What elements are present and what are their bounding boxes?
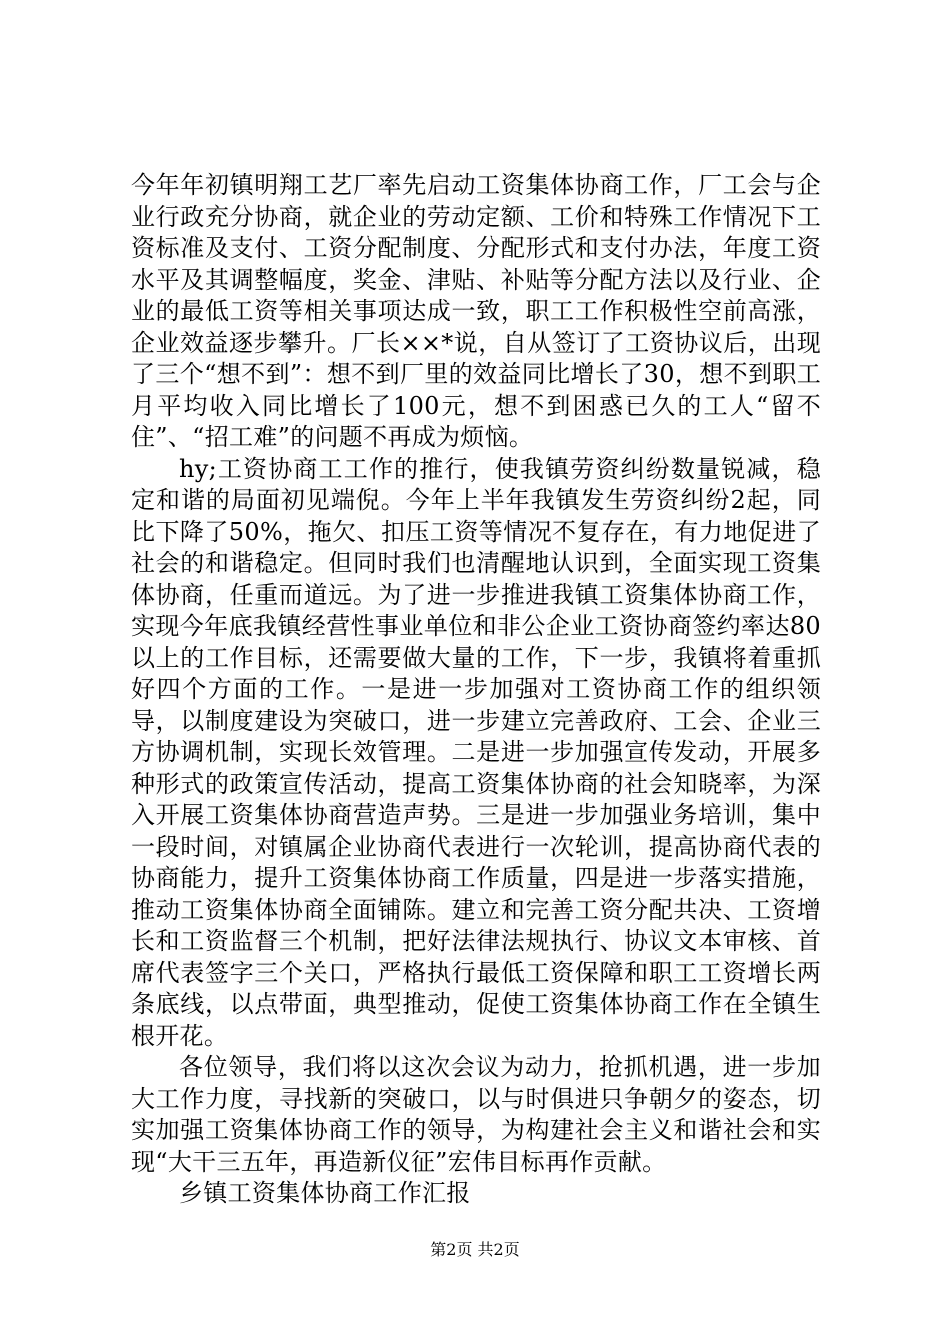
paragraph-4-title: 乡镇工资集体协商工作汇报 xyxy=(179,1179,471,1207)
document-body xyxy=(131,170,821,1210)
paragraph-1: 今年年初镇明翔工艺厂率先启动工资集体协商工作，厂工会与企业行政充分协商，就企业的劳动定额、工价和特殊工作情况下工资标准及支付、工资分配制度、分配形式和支付办法，年度工资水平及其调整幅度，奖金、津贴、补贴等分配方法以及行业、企业的最低工资等相关事项达成一致，职工工作积极性空前高涨，企业效益逐步攀升。厂长××*说，自从签订了工资协议后，出现了三个“想不到”：想不到厂里的效益同比增长了30，想不到职工月平均收入同比增长了100元，想不到困惑已久的工人“留不住”、“招工难”的问题不再成为烦恼。 xyxy=(131,171,821,451)
paragraph-3: 各位领导，我们将以这次会议为动力，抢抓机遇，进一步加大工作力度，寻找新的突破口，以与时俱进只争朝夕的姿态，切实加强工资集体协商工作的领导，为构建社会主义和谐社会和实现“大干三五年，再造新仪征”宏伟目标再作贡献。 xyxy=(131,1053,821,1176)
paragraph-2: hy;工资协商工工作的推行，使我镇劳资纠纷数量锐减，稳定和谐的局面初见端倪。今年上半年我镇发生劳资纠纷2起，同比下降了50%，拖欠、扣压工资等情况不复存在，有力地促进了社会的和谐稳定。但同时我们也清醒地认识到，全面实现工资集体协商，任重而道远。为了进一步推进我镇工资集体协商工作，实现今年底我镇经营性事业单位和非公企业工资协商签约率达80以上的工作目标，还需要做大量的工作，下一步，我镇将着重抓好四个方面的工作。一是进一步加强对工资协商工作的组织领导，以制度建设为突破口，进一步建立完善政府、工会、企业三方协调机制，实现长效管理。二是进一步加强宣传发动，开展多种形式的政策宣传活动，提高工资集体协商的社会知晓率，为深入开展工资集体协商营造声势。三是进一步加强业务培训，集中一段时间，对镇属企业协商代表进行一次轮训，提高协商代表的协商能力，提升工资集体协商工作质量，四是进一步落实措施，推动工资集体协商全面铺陈。建立和完善工资分配共决、工资增长和工资监督三个机制，把好法律法规执行、协议文本审核、首席代表签字三个关口，严格执行最低工资保障和职工工资增长两条底线，以点带面，典型推动，促使工资集体协商工作在全镇生根开花。 xyxy=(131,454,821,1050)
page-number-footer: 第2页 共2页 xyxy=(430,1240,520,1259)
